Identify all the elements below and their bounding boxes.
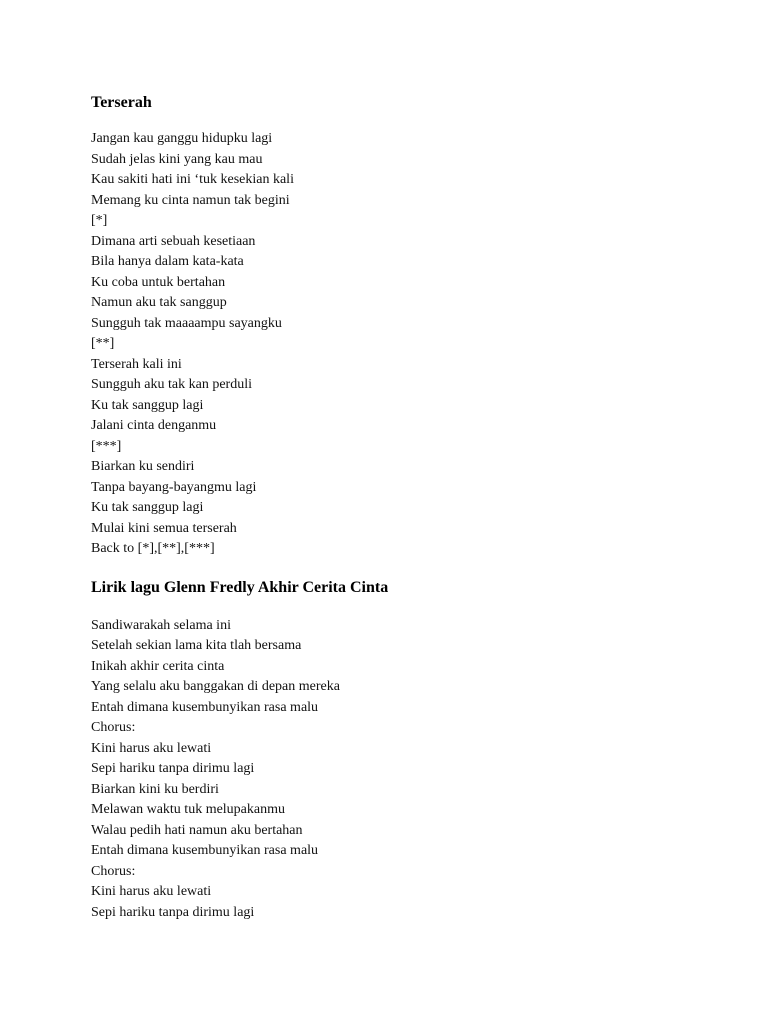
- lyric-line: Chorus:: [91, 720, 136, 735]
- lyric-line: Memang ku cinta namun tak begini: [91, 192, 290, 208]
- lyric-line: Sungguh tak maaaampu sayangku: [91, 315, 282, 331]
- lyric-line: Biarkan kini ku berdiri: [91, 781, 219, 797]
- lyric-line: Terserah kali ini: [91, 356, 182, 372]
- lyric-line: Entah dimana kusembunyikan rasa malu: [91, 699, 319, 715]
- lyric-line: Tanpa bayang-bayangmu lagi: [91, 479, 257, 495]
- lyrics-terserah: [91, 129, 711, 560]
- lyric-line: Sungguh aku tak kan perduli: [91, 377, 252, 392]
- lyric-line: Chorus:: [91, 863, 136, 879]
- lyric-line: Melawan waktu tuk melupakanmu: [91, 802, 286, 817]
- lyric-line: Inikah akhir cerita cinta: [91, 658, 225, 674]
- lyric-line: Jangan kau ganggu hidupku lagi: [91, 131, 273, 146]
- lyric-line: Entah dimana kusembunyikan rasa malu: [91, 843, 319, 858]
- lyric-line: Biarkan ku sendiri: [91, 459, 195, 474]
- lyric-line: Setelah sekian lama kita tlah bersama: [91, 638, 302, 653]
- lyric-line: Yang selalu aku banggakan di depan mereka: [91, 679, 340, 694]
- song-title-terserah: Terserah: [91, 94, 152, 111]
- lyric-line: Sepi hariku tanpa dirimu lagi: [91, 904, 255, 920]
- lyrics-akhir-cerita-cinta: [91, 616, 711, 924]
- song-title-akhir-cerita-cinta: Lirik lagu Glenn Fredly Akhir Cerita Cinta: [91, 578, 389, 596]
- lyric-line: Bila hanya dalam kata-kata: [91, 254, 244, 269]
- lyric-line: Ku coba untuk bertahan: [91, 274, 226, 290]
- lyric-line: [***]: [91, 438, 122, 454]
- lyric-line: Sepi hariku tanpa dirimu lagi: [91, 761, 255, 776]
- lyric-line: Back to [*],[**],[***]: [91, 541, 215, 556]
- lyric-line: Jalani cinta denganmu: [91, 418, 217, 433]
- lyric-line: Namun aku tak sanggup: [91, 295, 227, 310]
- lyric-line: Sudah jelas kini yang kau mau: [91, 151, 263, 167]
- lyric-line: Sandiwarakah selama ini: [91, 617, 231, 633]
- lyric-line: [*]: [91, 213, 108, 228]
- lyric-line: Kau sakiti hati ini ‘tuk kesekian kali: [91, 172, 294, 187]
- lyric-line: Dimana arti sebuah kesetiaan: [91, 233, 256, 249]
- lyric-line: Ku tak sanggup lagi: [91, 500, 204, 515]
- lyric-line: Kini harus aku lewati: [91, 884, 212, 899]
- lyric-line: Ku tak sanggup lagi: [91, 397, 204, 413]
- lyric-line: Walau pedih hati namun aku bertahan: [91, 822, 303, 838]
- lyric-line: Kini harus aku lewati: [91, 740, 212, 756]
- document-content: [91, 92, 711, 923]
- lyric-line: [**]: [91, 336, 115, 351]
- lyric-line: Mulai kini semua terserah: [91, 520, 237, 536]
